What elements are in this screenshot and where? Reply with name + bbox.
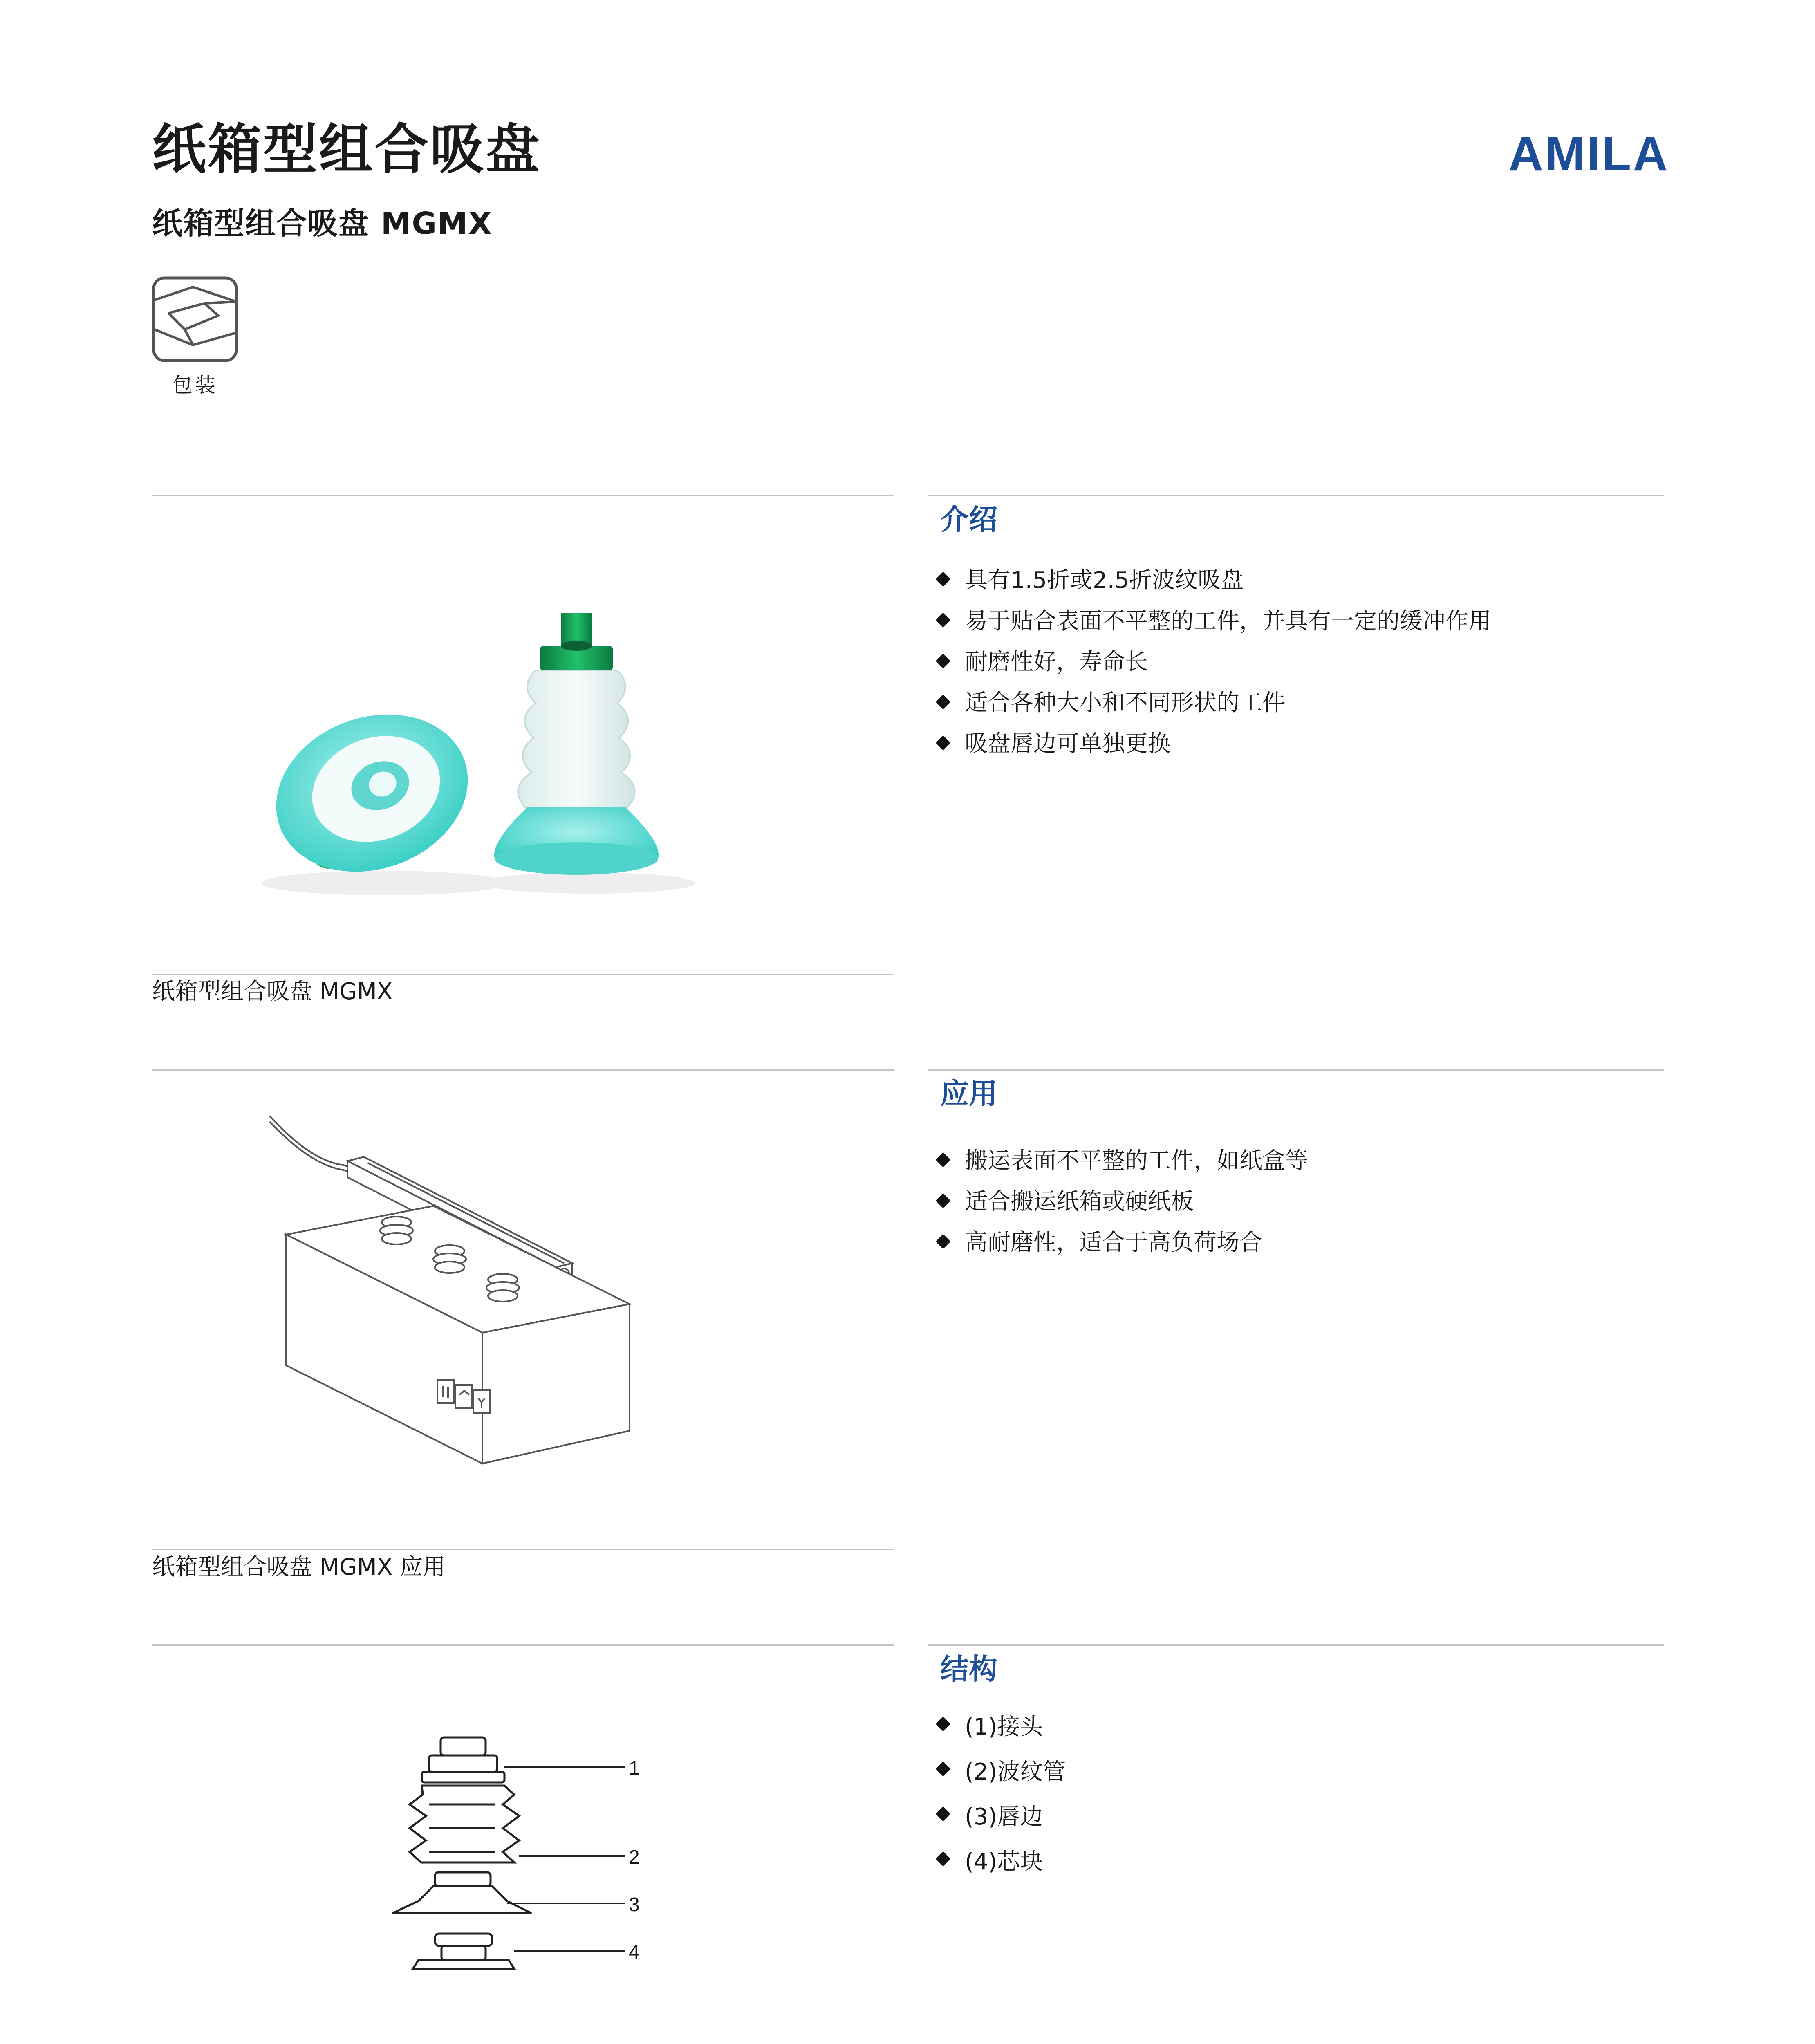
bullet-diamond-icon [936,1851,951,1867]
callout-label: 3 [629,1894,640,1916]
divider [152,495,894,496]
list-item: 适合搬运纸箱或硬纸板 [936,1181,1308,1222]
list-item: 具有1.5折或2.5折波纹吸盘 [936,560,1491,601]
divider [152,1069,894,1071]
bullet-diamond-icon [936,1762,951,1777]
list-item: 高耐磨性，适合于高负荷场合 [936,1222,1308,1263]
list-item: 吸盘唇边可单独更换 [936,724,1491,764]
package-icon [152,276,238,362]
list-item: (2)波纹管 [936,1750,1066,1795]
bullet-diamond-icon [936,1806,951,1822]
list-item: 耐磨性好，寿命长 [936,642,1491,683]
product-photo [180,597,752,908]
application-caption: 纸箱型组合吸盘 MGMX 应用 [152,1554,446,1580]
divider [928,495,1664,496]
bullet-diamond-icon [936,654,951,669]
callout-label: 2 [629,1847,640,1868]
divider [152,974,894,975]
divider [152,1549,894,1550]
bullet-diamond-icon [936,613,951,628]
list-item: (3)唇边 [936,1795,1066,1840]
list-item: 适合各种大小和不同形状的工件 [936,683,1491,724]
bullet-diamond-icon [936,735,951,751]
list-item: (4)芯块 [936,1840,1066,1885]
page-title: 纸箱型组合吸盘 [152,118,541,181]
bullet-diamond-icon [936,1152,951,1168]
callout-label: 1 [629,1757,640,1779]
section-title-application: 应用 [940,1077,997,1110]
section-title-structure: 结构 [940,1652,997,1686]
structure-diagram [384,1729,670,2044]
divider [152,1644,894,1646]
application-illustration [262,1104,654,1472]
photo-caption: 纸箱型组合吸盘 MGMX [152,978,393,1005]
bullet-diamond-icon [936,1234,951,1249]
package-label: 包装 [172,373,218,397]
divider [928,1069,1664,1071]
bullet-diamond-icon [936,572,951,587]
structure-list [936,1705,1066,1885]
section-title-intro: 介绍 [940,503,997,536]
intro-list [936,560,1491,764]
brand-logo: AMILA [1508,127,1669,181]
bullet-diamond-icon [936,695,951,710]
list-item: 搬运表面不平整的工件，如纸盒等 [936,1141,1308,1181]
callout-label: 4 [629,1941,640,1963]
bullet-diamond-icon [936,1717,951,1732]
divider [928,1644,1664,1646]
bullet-diamond-icon [936,1193,951,1208]
list-item: 易于贴合表面不平整的工件，并具有一定的缓冲作用 [936,601,1491,642]
list-item: (1)接头 [936,1705,1066,1750]
page-subtitle: 纸箱型组合吸盘 MGMX [152,206,493,241]
application-list [936,1141,1308,1263]
